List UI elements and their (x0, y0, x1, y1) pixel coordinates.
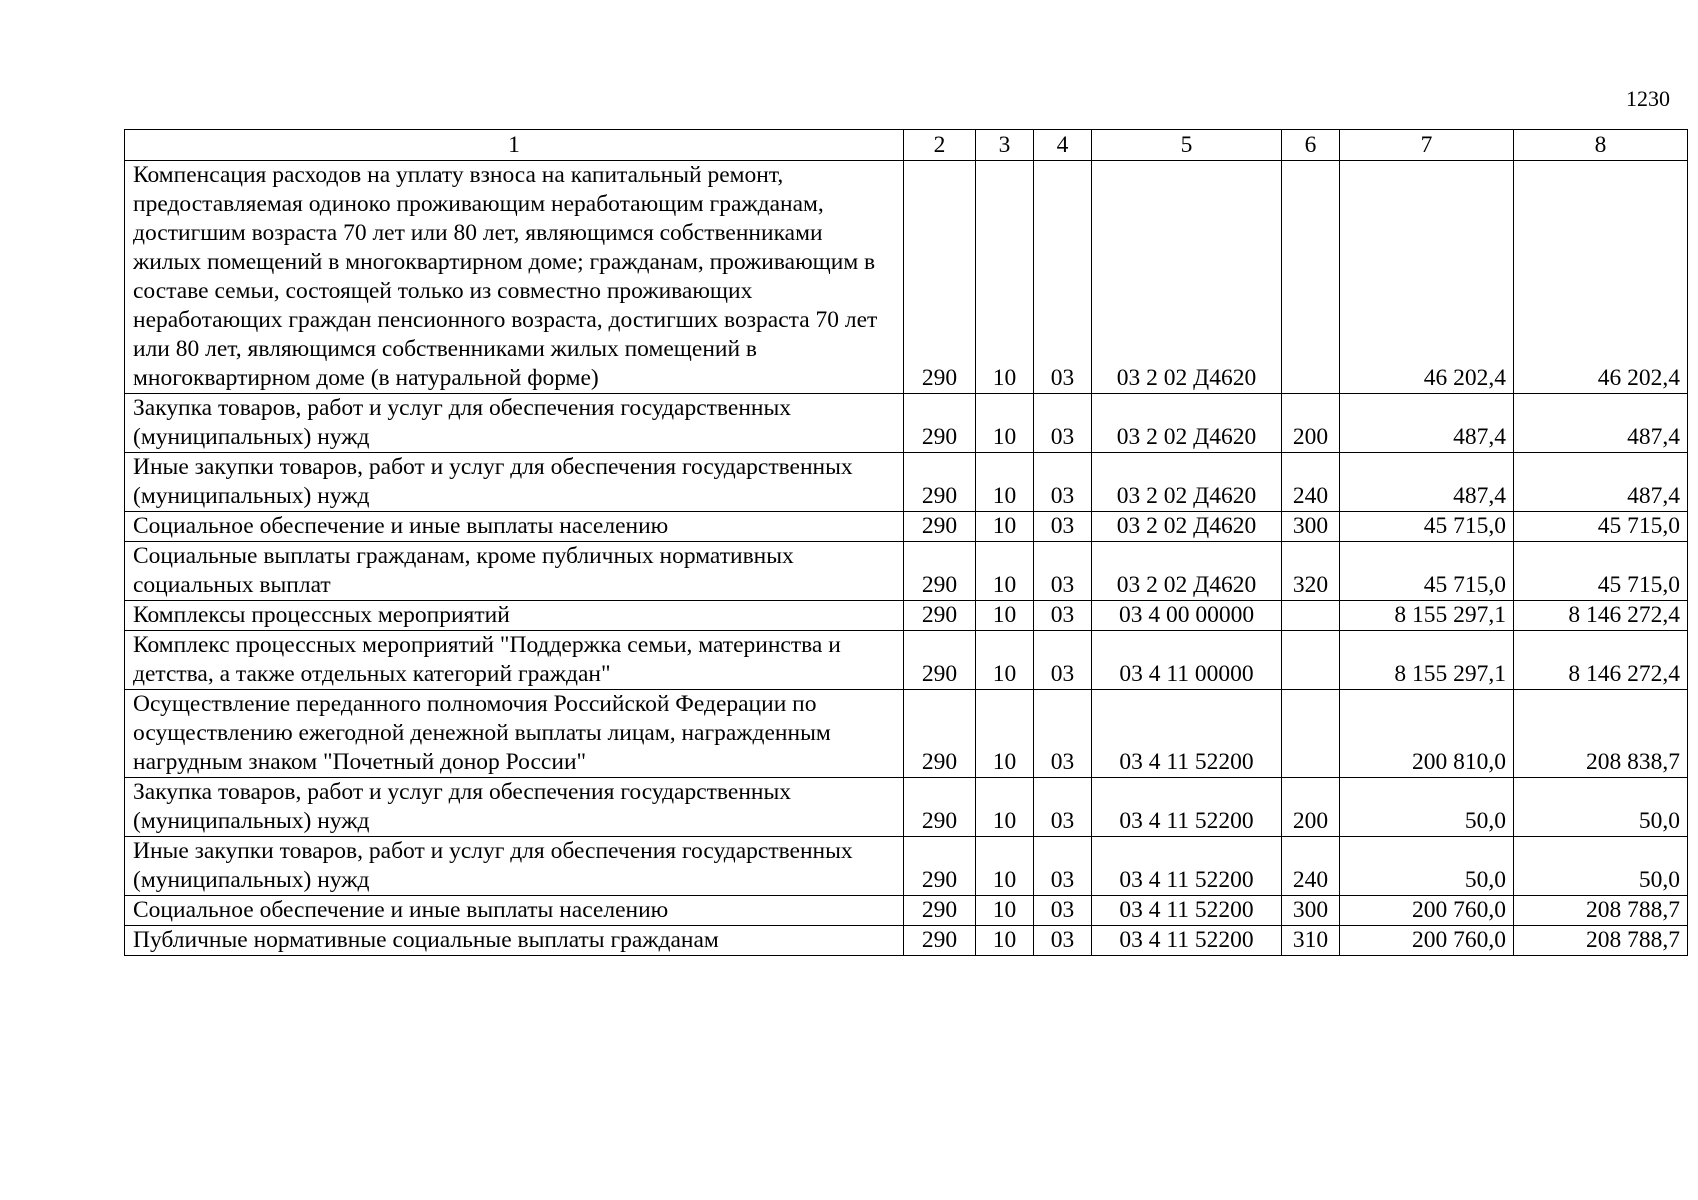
cell-col-8: 46 202,4 (1514, 161, 1688, 394)
header-col-2: 2 (904, 130, 976, 161)
table-row (125, 512, 1688, 542)
cell-col-8: 45 715,0 (1514, 512, 1688, 542)
cell-col-5: 03 4 11 52200 (1092, 926, 1282, 956)
table-row (125, 453, 1688, 512)
header-col-8: 8 (1514, 130, 1688, 161)
cell-name: Компенсация расходов на уплату взноса на капитальный ремонт, предоставляемая одиноко проживающим неработающим гражданам, достигшим возраста 70 лет или 80 лет, являющимся собственниками жилых помещений в многоквартирном доме; гражданам, проживающим в составе семьи, состоящей только из совместно проживающих неработающих граждан пенсионного возраста, достигших возраста 70 лет или 80 лет, являющимся собственниками жилых помещений в многоквартирном доме (в натуральной форме) (125, 161, 904, 394)
cell-col-2: 290 (904, 453, 976, 512)
cell-col-5: 03 4 11 52200 (1092, 896, 1282, 926)
cell-col-7: 8 155 297,1 (1340, 631, 1514, 690)
cell-col-8: 45 715,0 (1514, 542, 1688, 601)
cell-col-6 (1282, 161, 1340, 394)
cell-col-7: 46 202,4 (1340, 161, 1514, 394)
budget-table (124, 129, 1688, 956)
cell-col-7: 50,0 (1340, 837, 1514, 896)
cell-col-4: 03 (1034, 896, 1092, 926)
cell-col-4: 03 (1034, 601, 1092, 631)
table-row (125, 690, 1688, 778)
cell-col-8: 208 788,7 (1514, 896, 1688, 926)
cell-col-5: 03 4 11 52200 (1092, 837, 1282, 896)
cell-col-4: 03 (1034, 690, 1092, 778)
cell-col-2: 290 (904, 161, 976, 394)
table-row (125, 926, 1688, 956)
cell-name: Социальные выплаты гражданам, кроме публичных нормативных социальных выплат (125, 542, 904, 601)
cell-col-3: 10 (976, 690, 1034, 778)
cell-col-5: 03 4 11 00000 (1092, 631, 1282, 690)
cell-col-3: 10 (976, 512, 1034, 542)
cell-col-2: 290 (904, 926, 976, 956)
cell-col-3: 10 (976, 601, 1034, 631)
table-row (125, 896, 1688, 926)
cell-col-6 (1282, 601, 1340, 631)
cell-col-3: 10 (976, 926, 1034, 956)
cell-col-6: 200 (1282, 394, 1340, 453)
table-row (125, 542, 1688, 601)
cell-col-3: 10 (976, 394, 1034, 453)
table-row (125, 778, 1688, 837)
cell-col-4: 03 (1034, 453, 1092, 512)
cell-col-7: 200 760,0 (1340, 926, 1514, 956)
cell-col-6: 300 (1282, 896, 1340, 926)
cell-name: Закупка товаров, работ и услуг для обеспечения государственных (муниципальных) нужд (125, 394, 904, 453)
cell-name: Комплексы процессных мероприятий (125, 601, 904, 631)
header-col-7: 7 (1340, 130, 1514, 161)
header-col-3: 3 (976, 130, 1034, 161)
cell-col-5: 03 2 02 Д4620 (1092, 161, 1282, 394)
cell-name: Закупка товаров, работ и услуг для обеспечения государственных (муниципальных) нужд (125, 778, 904, 837)
cell-col-6 (1282, 690, 1340, 778)
cell-col-7: 45 715,0 (1340, 542, 1514, 601)
header-col-4: 4 (1034, 130, 1092, 161)
cell-name: Иные закупки товаров, работ и услуг для обеспечения государственных (муниципальных) нужд (125, 453, 904, 512)
cell-col-8: 8 146 272,4 (1514, 601, 1688, 631)
table-row (125, 601, 1688, 631)
cell-col-7: 487,4 (1340, 453, 1514, 512)
cell-col-5: 03 2 02 Д4620 (1092, 453, 1282, 512)
cell-col-7: 50,0 (1340, 778, 1514, 837)
cell-col-4: 03 (1034, 394, 1092, 453)
cell-col-2: 290 (904, 778, 976, 837)
cell-col-8: 487,4 (1514, 453, 1688, 512)
header-col-6: 6 (1282, 130, 1340, 161)
cell-name: Социальное обеспечение и иные выплаты населению (125, 896, 904, 926)
cell-col-7: 200 760,0 (1340, 896, 1514, 926)
cell-col-3: 10 (976, 896, 1034, 926)
cell-name: Иные закупки товаров, работ и услуг для обеспечения государственных (муниципальных) нужд (125, 837, 904, 896)
cell-col-6: 320 (1282, 542, 1340, 601)
cell-col-3: 10 (976, 778, 1034, 837)
cell-col-5: 03 4 11 52200 (1092, 778, 1282, 837)
cell-col-6: 310 (1282, 926, 1340, 956)
cell-col-5: 03 4 00 00000 (1092, 601, 1282, 631)
cell-col-4: 03 (1034, 778, 1092, 837)
cell-col-8: 208 788,7 (1514, 926, 1688, 956)
cell-col-3: 10 (976, 453, 1034, 512)
header-col-1: 1 (125, 130, 904, 161)
table-row (125, 394, 1688, 453)
cell-col-3: 10 (976, 161, 1034, 394)
cell-col-8: 50,0 (1514, 837, 1688, 896)
cell-col-6 (1282, 631, 1340, 690)
cell-col-6: 240 (1282, 837, 1340, 896)
cell-col-2: 290 (904, 896, 976, 926)
cell-col-4: 03 (1034, 512, 1092, 542)
cell-col-2: 290 (904, 542, 976, 601)
cell-col-2: 290 (904, 601, 976, 631)
cell-name: Комплекс процессных мероприятий "Поддержка семьи, материнства и детства, а также отдельных категорий граждан" (125, 631, 904, 690)
cell-col-3: 10 (976, 542, 1034, 601)
cell-col-7: 487,4 (1340, 394, 1514, 453)
cell-col-2: 290 (904, 690, 976, 778)
cell-col-7: 8 155 297,1 (1340, 601, 1514, 631)
table-row (125, 631, 1688, 690)
table-row (125, 161, 1688, 394)
cell-col-8: 208 838,7 (1514, 690, 1688, 778)
cell-col-3: 10 (976, 837, 1034, 896)
cell-name: Социальное обеспечение и иные выплаты населению (125, 512, 904, 542)
cell-col-6: 240 (1282, 453, 1340, 512)
cell-col-4: 03 (1034, 631, 1092, 690)
cell-name: Осуществление переданного полномочия Российской Федерации по осуществлению ежегодной денежной выплаты лицам, награжденным нагрудным знаком "Почетный донор России" (125, 690, 904, 778)
cell-col-5: 03 2 02 Д4620 (1092, 512, 1282, 542)
cell-col-8: 8 146 272,4 (1514, 631, 1688, 690)
header-col-5: 5 (1092, 130, 1282, 161)
cell-col-4: 03 (1034, 926, 1092, 956)
cell-col-5: 03 2 02 Д4620 (1092, 542, 1282, 601)
cell-col-2: 290 (904, 837, 976, 896)
cell-col-7: 200 810,0 (1340, 690, 1514, 778)
table-header (125, 130, 1688, 161)
cell-col-5: 03 4 11 52200 (1092, 690, 1282, 778)
cell-col-2: 290 (904, 512, 976, 542)
cell-col-3: 10 (976, 631, 1034, 690)
cell-col-8: 487,4 (1514, 394, 1688, 453)
cell-col-4: 03 (1034, 161, 1092, 394)
cell-col-7: 45 715,0 (1340, 512, 1514, 542)
cell-col-6: 200 (1282, 778, 1340, 837)
cell-name: Публичные нормативные социальные выплаты гражданам (125, 926, 904, 956)
cell-col-2: 290 (904, 631, 976, 690)
cell-col-2: 290 (904, 394, 976, 453)
cell-col-8: 50,0 (1514, 778, 1688, 837)
table-row (125, 837, 1688, 896)
cell-col-6: 300 (1282, 512, 1340, 542)
cell-col-4: 03 (1034, 837, 1092, 896)
table-body (125, 161, 1688, 956)
header-row (125, 130, 1688, 161)
cell-col-4: 03 (1034, 542, 1092, 601)
cell-col-5: 03 2 02 Д4620 (1092, 394, 1282, 453)
page-number: 1230 (1626, 86, 1670, 111)
